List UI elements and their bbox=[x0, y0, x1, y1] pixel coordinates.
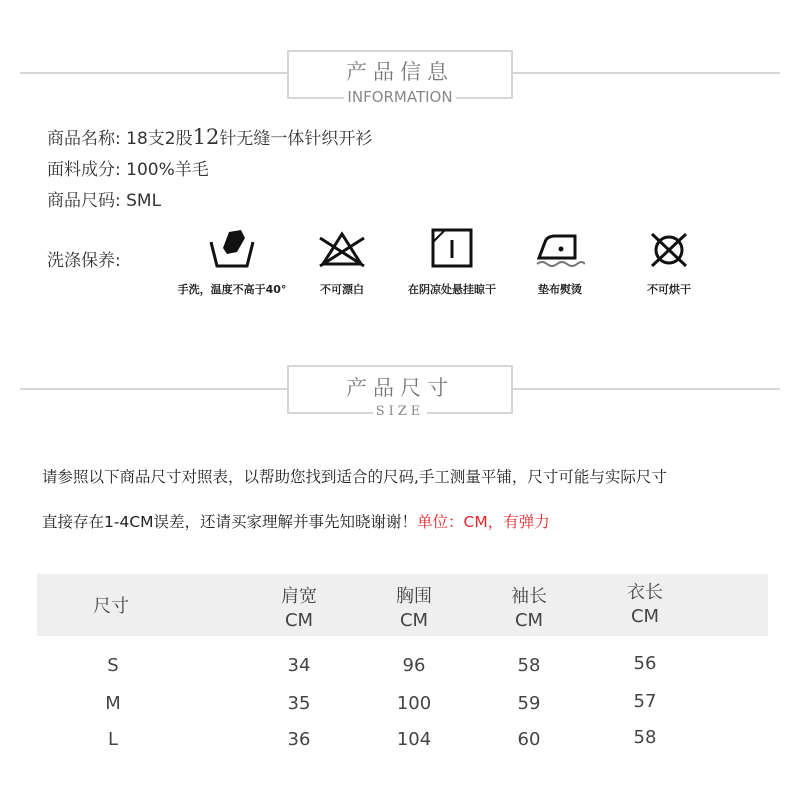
no-bleach-icon bbox=[317, 230, 367, 270]
unit-note: 单位：CM，有弹力 bbox=[417, 513, 550, 531]
care-icon-label: 不可漂白 bbox=[320, 283, 364, 296]
header-chest: 胸围 bbox=[396, 586, 432, 607]
table-cell: 58 bbox=[633, 727, 657, 748]
size-note-line1: 请参照以下商品尺寸对照表，以帮助您找到适合的尺码,手工测量平铺，尺寸可能与实际尺寸 bbox=[42, 468, 667, 486]
line-dry-shade-icon bbox=[427, 228, 477, 268]
care-label: 洗涤保养: bbox=[47, 251, 121, 271]
divider-left bbox=[20, 72, 287, 74]
section-subtitle-wrap bbox=[287, 404, 513, 419]
info-row-material bbox=[47, 155, 209, 180]
no-tumble-dry-icon bbox=[644, 230, 694, 270]
care-icon-label: 手洗，温度不高于40° bbox=[177, 283, 287, 296]
table-cell: 59 bbox=[517, 693, 541, 714]
table-cell: 58 bbox=[517, 655, 541, 676]
header-chest-unit: CM bbox=[399, 610, 429, 631]
info-label: 商品名称: bbox=[47, 129, 121, 149]
section-title-size: 产品尺寸 bbox=[346, 376, 454, 400]
table-cell: 34 bbox=[287, 655, 311, 676]
divider-right bbox=[513, 72, 780, 74]
info-label: 面料成分: bbox=[47, 160, 121, 180]
table-cell: S bbox=[107, 655, 119, 676]
hand-wash-icon bbox=[207, 228, 257, 268]
section-subtitle-size: SIZE bbox=[373, 404, 428, 419]
header-shoulder-unit: CM bbox=[284, 610, 314, 631]
table-cell: 35 bbox=[287, 693, 311, 714]
size-note-text: 直接存在1-4CM误差，还请买家理解并事先知晓谢谢！ bbox=[42, 513, 418, 531]
divider-right bbox=[513, 388, 780, 390]
iron-with-cloth-icon bbox=[535, 228, 585, 268]
size-note-line2 bbox=[42, 510, 550, 532]
care-icon-label: 不可烘干 bbox=[647, 283, 691, 296]
info-row-size bbox=[47, 186, 161, 211]
info-value: SML bbox=[126, 191, 162, 211]
table-cell: L bbox=[107, 729, 119, 750]
header-length: 衣长 bbox=[627, 582, 663, 603]
table-cell: 96 bbox=[402, 655, 426, 676]
table-cell: M bbox=[105, 693, 121, 714]
header-sleeve: 袖长 bbox=[511, 586, 547, 607]
header-shoulder: 肩宽 bbox=[281, 586, 317, 607]
info-value: 100%羊毛 bbox=[126, 160, 209, 180]
header-size: 尺寸 bbox=[93, 596, 129, 617]
table-cell: 57 bbox=[633, 691, 657, 712]
header-length-unit: CM bbox=[630, 606, 660, 627]
header-sleeve-unit: CM bbox=[514, 610, 544, 631]
info-row-name bbox=[47, 124, 372, 149]
info-label: 商品尺码: bbox=[47, 191, 121, 211]
table-cell: 100 bbox=[396, 693, 432, 714]
info-value: 18支2股 bbox=[126, 129, 193, 149]
section-title-info: 产品信息 bbox=[346, 60, 454, 84]
table-cell: 36 bbox=[287, 729, 311, 750]
care-icon-label: 在阴凉处悬挂晾干 bbox=[408, 283, 496, 296]
table-cell: 56 bbox=[633, 653, 657, 674]
table-cell: 60 bbox=[517, 729, 541, 750]
section-subtitle-info: INFORMATION bbox=[344, 88, 455, 106]
care-icon-label: 垫布熨烫 bbox=[538, 283, 582, 296]
section-subtitle-wrap bbox=[287, 88, 513, 106]
table-cell: 104 bbox=[396, 729, 432, 750]
info-value-big: 12 bbox=[192, 125, 220, 149]
info-value: 针无缝一体针织开衫 bbox=[219, 129, 373, 149]
divider-left bbox=[20, 388, 287, 390]
